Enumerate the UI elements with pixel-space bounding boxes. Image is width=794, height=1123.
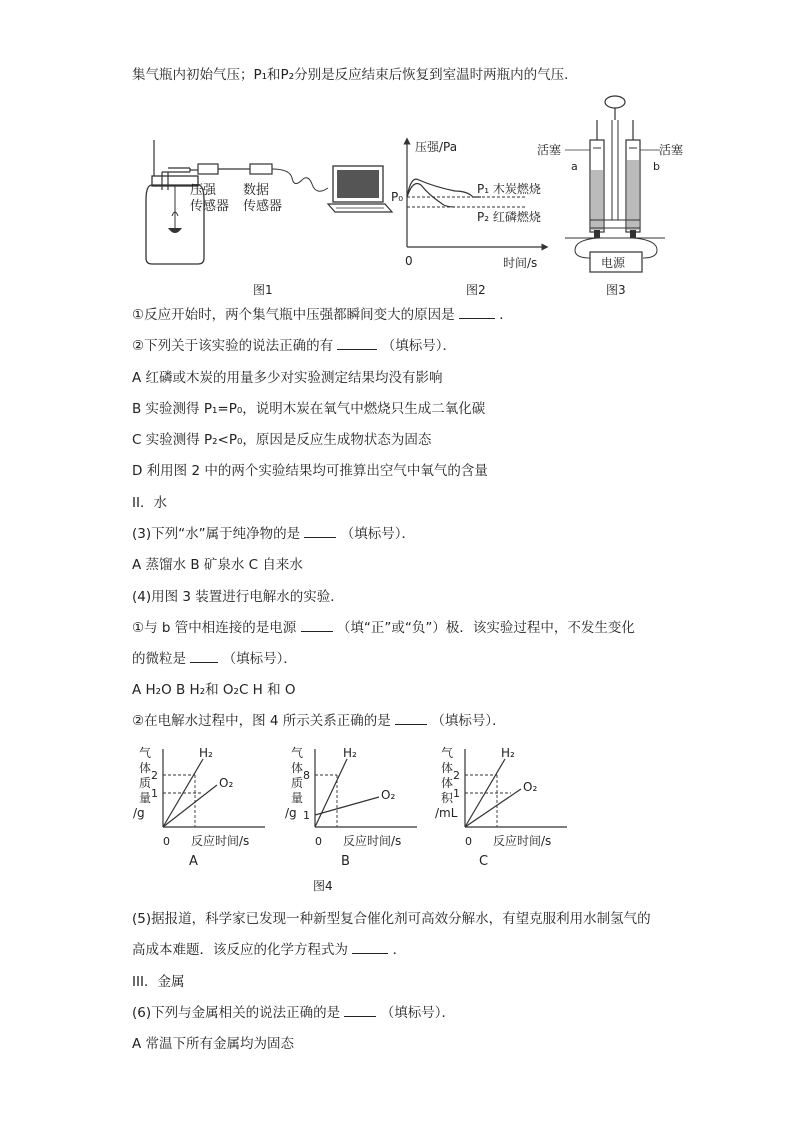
q3-line: (3)下列“水”属于纯净物的是 （填标号）． (132, 526, 415, 542)
y-tick: 8 (303, 769, 310, 782)
q1a-line: ①反应开始时，两个集气瓶中压强都瞬间变大的原因是 ． (132, 307, 513, 323)
graph-label: A (189, 854, 198, 869)
option-d: D 利用图 2 中的两个实验结果均可推算出空气中氧气的含量 (132, 463, 488, 479)
y-label-char: 气 (441, 746, 454, 760)
y-label-char: 体 (291, 761, 304, 775)
y-label-char: 质 (291, 776, 304, 790)
y-label-char: /g (133, 806, 145, 820)
origin-label: 0 (465, 835, 472, 848)
q4a-line: ①与 b 管中相连接的是电源 （填“正”或“负”）极．该实验过程中，不发生变化 (132, 620, 635, 636)
q3-blank[interactable] (304, 525, 336, 538)
h2-label: H₂ (199, 746, 213, 760)
h2-label: H₂ (501, 746, 515, 760)
x-label: 反应时间/s (493, 834, 552, 848)
y-label-char: 体 (441, 761, 454, 775)
q5b-line: 高成本难题．该反应的化学方程式为 ． (132, 942, 407, 958)
y-label-char: 气 (139, 746, 152, 760)
y-tick: 2 (151, 769, 158, 782)
o2-label: O₂ (381, 788, 396, 802)
q1b-blank[interactable] (337, 337, 377, 350)
q4a2-blank[interactable] (190, 650, 218, 663)
fig2-xlabel: 时间/s (503, 256, 538, 270)
y-label-char: 气 (291, 746, 304, 760)
fig2-origin: 0 (405, 254, 413, 268)
y-label-char: /g (285, 806, 297, 820)
y-label-char: 体 (441, 776, 454, 790)
y-label-char: 质 (139, 776, 152, 790)
fig2-line2-label: P₂ 红磷燃烧 (477, 210, 541, 224)
option-b: B 实验测得 P₁=P₀，说明木炭在氧气中燃烧只生成二氧化碳 (132, 401, 486, 417)
fig3-valve-right: 活塞 (659, 143, 684, 157)
sensor1-label-2: 传感器 (190, 199, 230, 214)
intro-text: 集气瓶内初始气压；P₁和P₂分别是反应结束后恢复到室温时两瓶内的气压． (132, 67, 578, 83)
q4-options: A H₂O B H₂和 O₂C H 和 O (132, 682, 296, 698)
q6-option-a: A 常温下所有金属均为固态 (132, 1036, 295, 1052)
q4b-line: ②在电解水过程中，图 4 所示关系正确的是 （填标号）． (132, 713, 506, 729)
y-label-char: 积 (441, 791, 454, 805)
q4b-blank[interactable] (395, 712, 427, 725)
q4a-blank[interactable] (301, 619, 333, 632)
y-tick: 1 (303, 809, 310, 822)
q6-line: (6)下列与金属相关的说法正确的是 （填标号）． (132, 1005, 455, 1021)
fig3-valve-left: 活塞 (537, 143, 562, 157)
figure-1-caption: 图1 (253, 283, 273, 297)
o2-label: O₂ (219, 776, 234, 790)
origin-label: 0 (315, 835, 322, 848)
h2-label: H₂ (343, 746, 357, 760)
o2-line (465, 789, 521, 827)
figure-4-caption: 图4 (313, 879, 333, 893)
h2-line (315, 759, 347, 827)
x-label: 反应时间/s (343, 834, 402, 848)
q1a-blank[interactable] (459, 306, 495, 319)
sensor2-label-1: 数据 (243, 183, 270, 198)
figure-3-caption: 图3 (606, 283, 626, 297)
x-label: 反应时间/s (191, 834, 250, 848)
figure-2-caption: 图2 (466, 283, 486, 297)
q5-line: (5)据报道，科学家已发现一种新型复合催化剂可高效分解水，有望克服利用水制氢气的 (132, 911, 651, 927)
option-a: A 红磷或木炭的用量多少对实验测定结果均没有影响 (132, 370, 443, 386)
fig3-power: 电源 (601, 256, 626, 270)
fig3-tube-b: b (653, 160, 660, 173)
q1b-line: ②下列关于该实验的说法正确的有 （填标号）． (132, 338, 456, 354)
y-tick: 2 (453, 769, 460, 782)
y-tick: 1 (151, 787, 158, 800)
fig3-tube-a: a (571, 160, 578, 173)
y-label-char: 体 (139, 761, 152, 775)
sensor1-label-1: 压强 (190, 183, 217, 198)
o2-line (163, 785, 217, 827)
section-3-heading: III．金属 (132, 974, 185, 990)
q4a2-line: 的微粒是 （填标号）． (132, 651, 297, 667)
y-label-char: 量 (139, 791, 152, 805)
fig2-p0: P₀ (391, 190, 404, 204)
q5b-blank[interactable] (352, 941, 388, 954)
fig2-ylabel: 压强/Pa (415, 140, 458, 154)
fig4-graph-a (133, 745, 283, 875)
q3-options: A 蒸馏水 B 矿泉水 C 自来水 (132, 557, 303, 573)
option-c: C 实验测得 P₂<P₀，原因是反应生成物状态为固态 (132, 432, 432, 448)
graph-label: B (341, 854, 350, 869)
graph-label: C (479, 854, 489, 869)
figure-2-pressure-graph (385, 135, 555, 275)
sensor2-label-2: 传感器 (243, 199, 283, 214)
y-label-char: 量 (291, 791, 304, 805)
q6-blank[interactable] (344, 1004, 376, 1017)
y-label-char: /mL (435, 806, 458, 820)
section-2-heading: II．水 (132, 495, 167, 511)
y-tick: 1 (453, 787, 460, 800)
fig2-line1-label: P₁ 木炭燃烧 (477, 182, 541, 196)
fig4-graph-c (435, 745, 585, 875)
origin-label: 0 (163, 835, 170, 848)
fig4-graph-b (285, 745, 435, 875)
q4-line: (4)用图 3 装置进行电解水的实验． (132, 589, 344, 605)
figure-1-apparatus (130, 130, 400, 270)
o2-label: O₂ (523, 780, 538, 794)
figure-3-electrolysis (535, 90, 695, 280)
